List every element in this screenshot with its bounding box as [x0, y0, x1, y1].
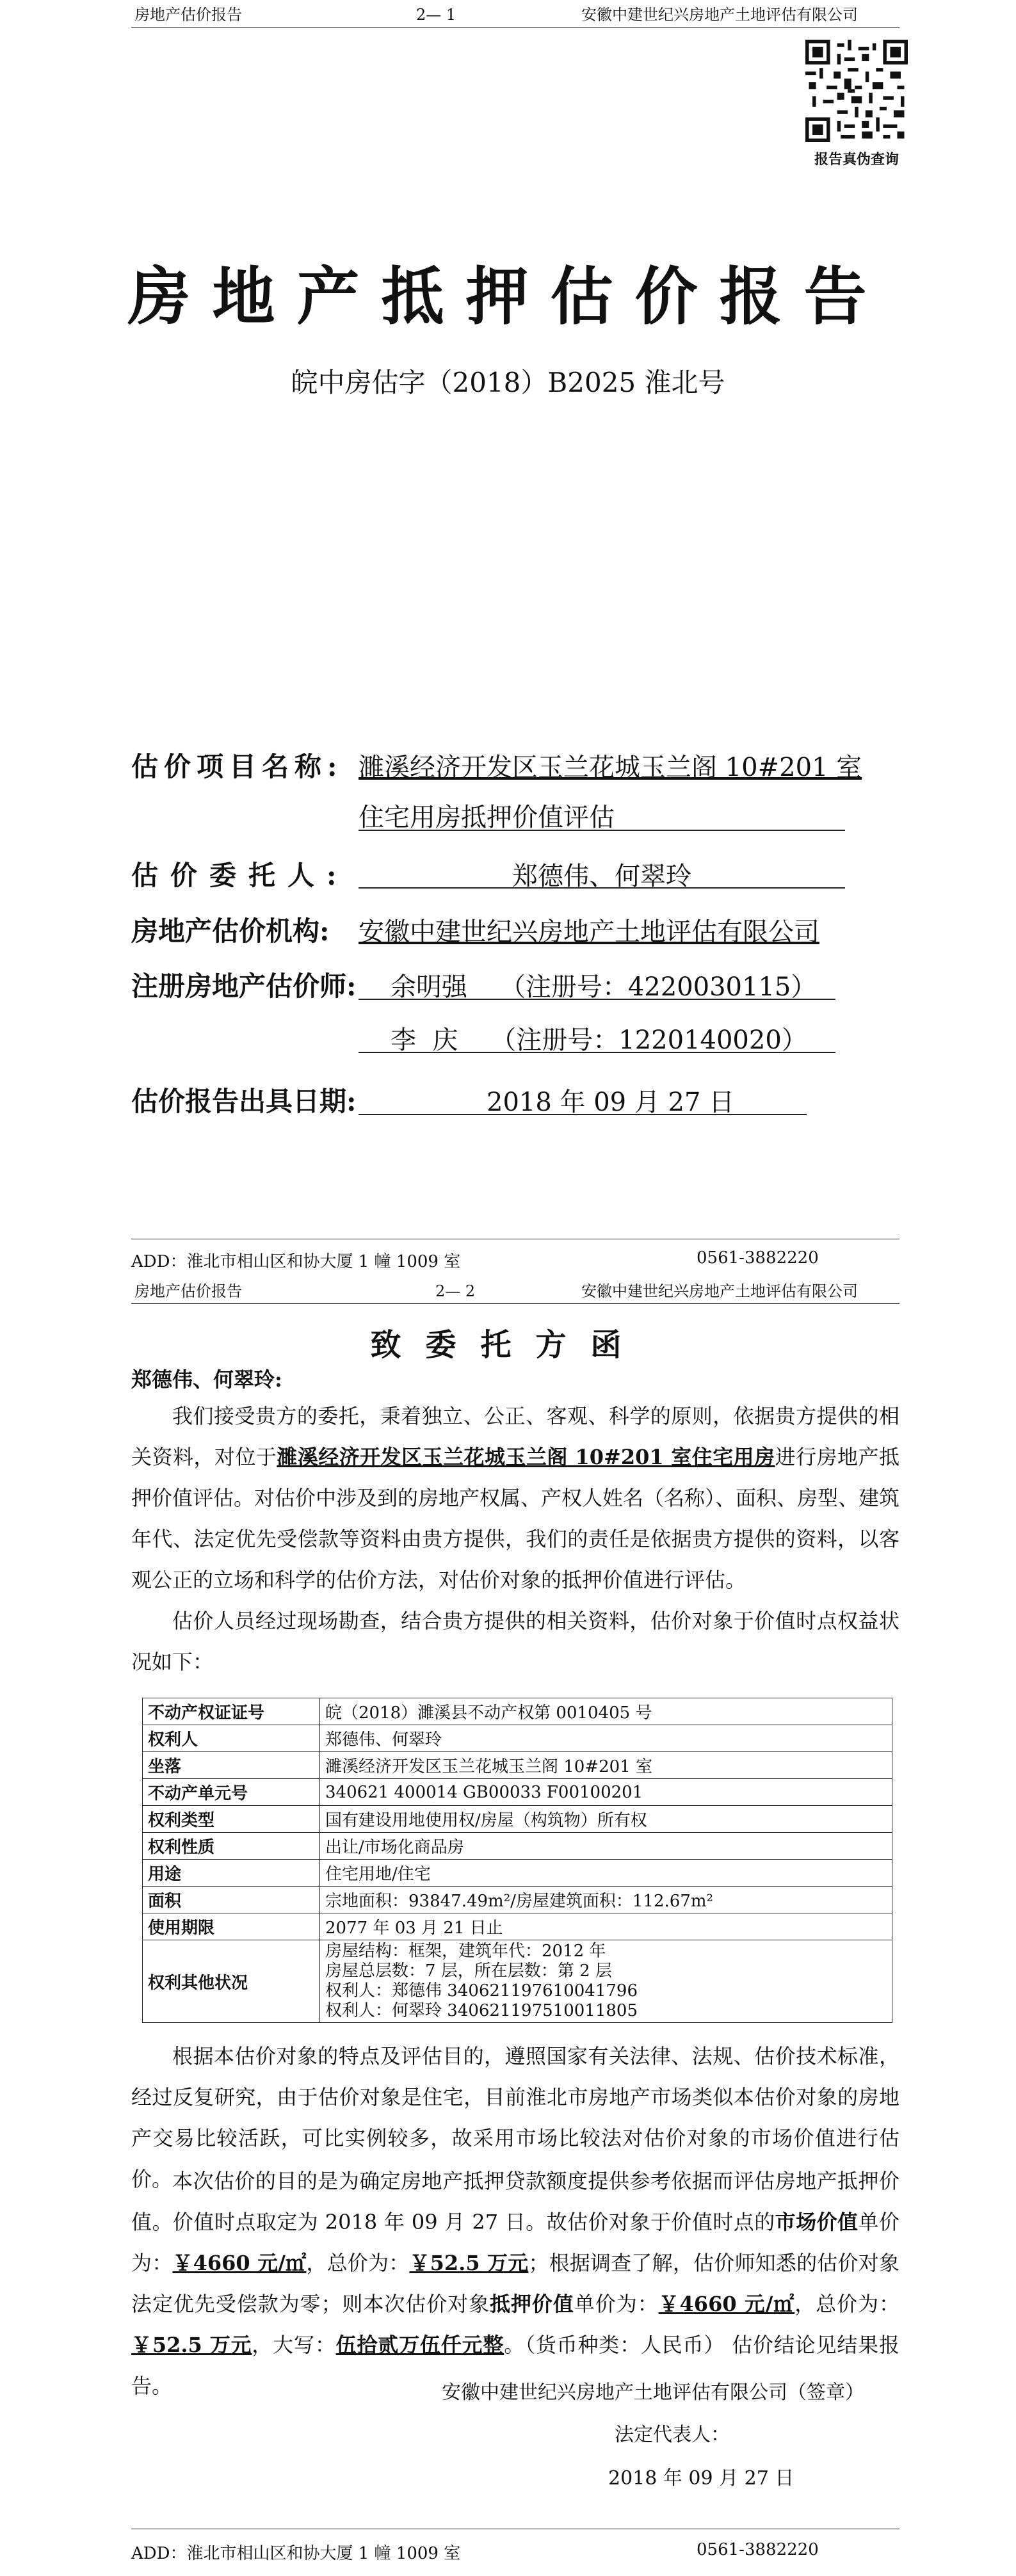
page2-header-page-number: 2— 2: [435, 1282, 476, 1300]
table-row: [143, 1752, 892, 1779]
page2-footer-address: ADD：淮北市相山区和协大厦 1 幢 1009 室: [131, 2544, 461, 2563]
project-name-line2: 住宅用房抵押价值评估: [359, 803, 615, 832]
market-total-price: ￥52.5 万元: [409, 2251, 529, 2275]
report-number: 皖中房估字（2018）B2025 淮北号: [291, 367, 725, 398]
letter-paragraph-1: 我们接受贵方的委托，秉着独立、公正、客观、科学的原则，依据贵方提供的相关资料，对位于濉溪经济开发区玉兰花城玉兰阁 10#201 室住宅用房进行房地产抵押价值评估。对估价中涉及到的房地产权属、产权人姓名（名称）、面积、房型、建筑年代、法定优先受偿款等资料由贵方提供，我们的责任是依据贵方提供的资料，以客观公正的立场和科学的估价方法，对估价对象的抵押价值进行评估。: [131, 1404, 900, 1592]
table-key: 用途: [143, 1860, 320, 1887]
table-key: 不动产单元号: [143, 1779, 320, 1806]
page1-header-rule: [131, 27, 899, 28]
table-key: 权利类型: [143, 1806, 320, 1833]
appraiser-label: 注册房地产估价师:: [131, 970, 357, 1002]
page2-header-rule: [131, 1303, 899, 1304]
table-value: 340621 400014 GB00033 F00100201: [320, 1779, 892, 1806]
table-value: 宗地面积：93847.49m²/房屋建筑面积：112.67m²: [320, 1887, 892, 1913]
table-value: 住宅用地/住宅: [320, 1860, 892, 1887]
letter-paragraph-3: 根据本估价对象的特点及评估目的，遵照国家有关法律、法规、估价技术标准，经过反复研究，由于估价对象是住宅，目前淮北市房地产市场类似本估价对象的房地产交易比较活跃，可比实例较多，故采用市场比较法对估价对象的市场价值进行估价。: [131, 2044, 899, 2191]
table-row: [143, 1779, 892, 1806]
table-key: 不动产权证证号: [143, 1698, 320, 1725]
table-value: 出让/市场化商品房: [320, 1833, 892, 1860]
qr-caption: 报告真伪查询: [814, 151, 899, 168]
table-value: 2077 年 03 月 21 日止: [320, 1913, 892, 1940]
client-underline: [359, 887, 845, 889]
letter-paragraph-4: 本次估价的目的是为确定房地产抵押贷款额度提供参考依据而评估房地产抵押价值。价值时点取定为 2018 年 09 月 27 日。故估价对象于价值时点的市场价值单价为：￥4660 元/㎡，总价为：￥52.5 万元；根据调查了解，估价师知悉的估价对象法定优先受偿款为零；则本次估价对象抵押价值单价为：￥4660 元/㎡，总价为：￥52.5 万元，大写：伍拾贰万伍仟元整。（货币种类：人民币） 估价结论见结果报告。: [131, 2169, 899, 2398]
report-date-underline: [359, 1114, 807, 1115]
table-value: 郑德伟、何翠玲: [320, 1725, 892, 1752]
mortgage-total-price: ￥52.5 万元: [131, 2333, 252, 2357]
rights-table: [142, 1698, 892, 2023]
table-row: [143, 1913, 892, 1940]
letter-title: 致委托方函: [370, 1327, 646, 1363]
project-name-underline: [359, 830, 845, 831]
project-name-line1: 濉溪经济开发区玉兰花城玉兰阁 10#201 室: [359, 753, 862, 782]
project-name-label: 估价项目名称:: [131, 751, 343, 782]
table-value: 濉溪经济开发区玉兰花城玉兰阁 10#201 室: [320, 1752, 892, 1779]
client-value: 郑德伟、何翠玲: [512, 862, 691, 891]
table-value: 国有建设用地使用权/房屋（构筑物）所有权: [320, 1806, 892, 1833]
report-title: 房地产抵押估价报告: [127, 260, 889, 334]
signature-date: 2018 年 09 月 27 日: [608, 2467, 794, 2490]
page1-footer-address: ADD：淮北市相山区和协大厦 1 幢 1009 室: [131, 1252, 461, 1271]
table-value: 皖（2018）濉溪县不动产权第 0010405 号: [320, 1698, 892, 1725]
table-row: [143, 1860, 892, 1887]
report-date-label: 估价报告出具日期:: [131, 1086, 357, 1117]
page2-header-company: 安徽中建世纪兴房地产土地评估有限公司: [581, 1282, 858, 1300]
page2-header-left: 房地产估价报告: [134, 1282, 242, 1300]
table-key: 使用期限: [143, 1913, 320, 1940]
agency-label: 房地产估价机构:: [131, 915, 330, 947]
page1-header-company: 安徽中建世纪兴房地产土地评估有限公司: [581, 6, 858, 24]
appraiser-2: 李 庆 （注册号：1220140020）: [391, 1026, 807, 1055]
page1-header-page-number: 2— 1: [416, 6, 456, 24]
table-key: 坐落: [143, 1752, 320, 1779]
page2-footer-phone: 0561-3882220: [697, 2540, 819, 2559]
table-key: 权利人: [143, 1725, 320, 1752]
table-row: [143, 1833, 892, 1860]
report-date-value: 2018 年 09 月 27 日: [487, 1088, 735, 1117]
property-location: 濉溪经济开发区玉兰花城玉兰阁 10#201 室住宅用房: [277, 1445, 775, 1469]
letter-salutation: 郑德伟、何翠玲:: [131, 1367, 282, 1392]
table-row: [143, 1940, 892, 2023]
table-key: 权利其他状况: [143, 1940, 320, 2023]
market-unit-price: ￥4660 元/㎡: [172, 2251, 307, 2275]
table-key: 面积: [143, 1887, 320, 1913]
mortgage-unit-price: ￥4660 元/㎡: [658, 2292, 795, 2316]
appraiser-1: 余明强 （注册号：4220030115）: [391, 972, 817, 1002]
table-row: [143, 1725, 892, 1752]
signature-company: 安徽中建世纪兴房地产土地评估有限公司（签章）: [442, 2381, 864, 2404]
appraiser-1-underline: [359, 999, 835, 1000]
signature-representative: 法定代表人：: [615, 2424, 730, 2446]
page1-footer-phone: 0561-3882220: [697, 1248, 819, 1268]
uppercase-total: 伍拾贰万伍仟元整: [335, 2333, 504, 2357]
agency-value: 安徽中建世纪兴房地产土地评估有限公司: [359, 917, 819, 947]
appraiser-2-underline: [359, 1052, 835, 1053]
table-value-multiline: 房屋结构：框架，建筑年代：2012 年 房屋总层数：7 层，所在层数：第 2 层 权利人：郑德伟 340621197610041796 权利人：何翠玲 340621197510011805: [320, 1940, 892, 2023]
qr-code-icon[interactable]: [805, 40, 908, 142]
table-row: [143, 1887, 892, 1913]
letter-paragraph-2: 估价人员经过现场勘查，结合贵方提供的相关资料，估价对象于价值时点权益状况如下：: [131, 1609, 899, 1674]
page1-header-left: 房地产估价报告: [134, 6, 242, 24]
table-row: [143, 1698, 892, 1725]
table-row: [143, 1806, 892, 1833]
client-label: 估价委托人:: [131, 860, 349, 891]
table-key: 权利性质: [143, 1833, 320, 1860]
